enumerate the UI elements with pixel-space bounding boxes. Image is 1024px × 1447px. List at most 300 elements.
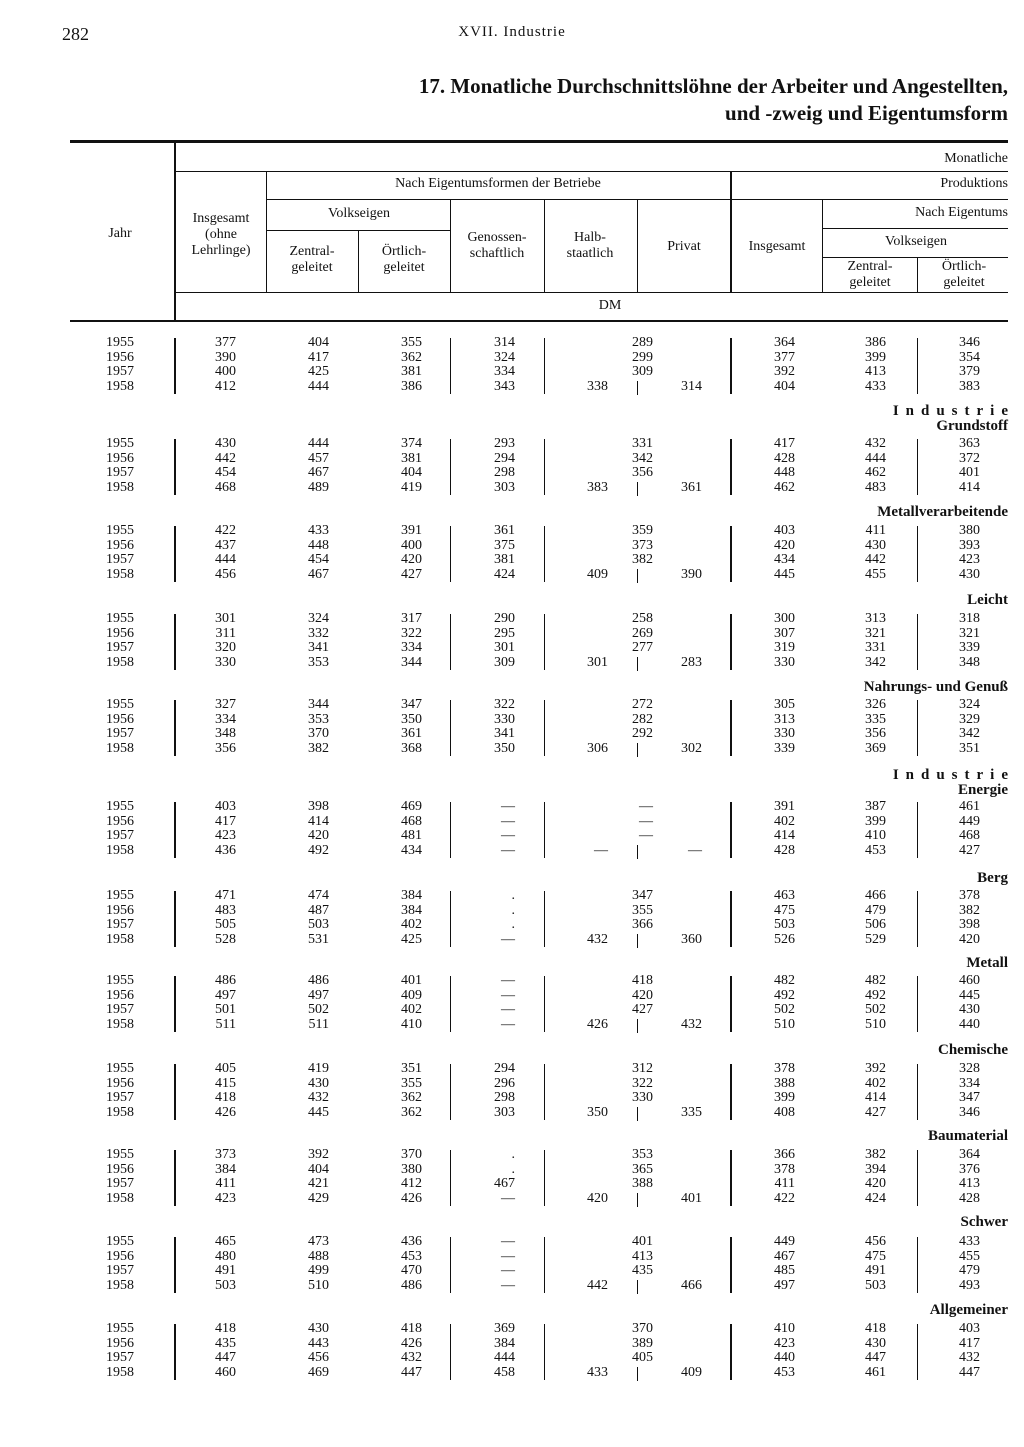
table-cell: 503: [308, 917, 329, 933]
table-cell: 339: [774, 740, 795, 756]
table-cell: 378: [774, 1061, 795, 1076]
table-cell: 430: [215, 436, 236, 451]
table-cell: 376: [959, 1161, 980, 1177]
table-cell: 370: [632, 1321, 653, 1336]
table-cell: —: [501, 931, 515, 947]
row-year: 1955: [106, 335, 134, 350]
table-cell: 528: [215, 931, 236, 947]
table-cell: 356: [632, 465, 653, 481]
table-cell: 427: [401, 566, 422, 582]
table-cell: 373: [632, 537, 653, 553]
table-cell: 351: [401, 1061, 422, 1076]
header-volkseigen: Volkseigen: [328, 206, 390, 221]
rule-zentral2-oertlich2: [917, 257, 918, 292]
row-year: 1955: [106, 436, 134, 451]
header-oertlichgeleitet-2: Örtlich-geleitet: [941, 259, 987, 290]
table-cell: 296: [494, 1075, 515, 1091]
table-cell: 505: [215, 917, 236, 933]
table-cell: 492: [865, 987, 886, 1003]
table-cell: 417: [774, 436, 795, 451]
table-cell: 447: [959, 1364, 980, 1380]
table-cell: 364: [959, 1147, 980, 1162]
table-cell: —: [501, 1002, 515, 1018]
table-cell: 362: [401, 349, 422, 365]
table-cell: 461: [865, 1364, 886, 1380]
table-cell: —: [639, 799, 653, 814]
table-cell: 468: [401, 813, 422, 829]
table-cell: 432: [865, 436, 886, 451]
table-cell: 324: [494, 349, 515, 365]
section-label: Industrie: [892, 403, 1015, 419]
table-cell: 483: [215, 902, 236, 918]
table-cell: 453: [774, 1364, 795, 1380]
table-cell: 335: [865, 711, 886, 727]
table-cell: 474: [308, 888, 329, 903]
table-cell: 458: [494, 1364, 515, 1380]
table-cell: 326: [865, 697, 886, 712]
table-cell: 454: [215, 465, 236, 481]
table-cell: 430: [865, 1335, 886, 1351]
header-zentralgeleitet: Zentral-geleitet: [289, 244, 335, 275]
row-year: 1955: [106, 1234, 134, 1249]
block-rule: [730, 526, 732, 582]
row-year: 1955: [106, 1321, 134, 1336]
table-cell: 456: [308, 1350, 329, 1366]
row-year: 1957: [106, 917, 134, 933]
table-cell: 404: [308, 1161, 329, 1177]
table-cell: 390: [215, 349, 236, 365]
section-sublabel: Grundstoff: [936, 418, 1008, 434]
header-zentralgeleitet-2: Zentral-geleitet: [847, 259, 893, 290]
table-cell: 329: [959, 711, 980, 727]
table-cell: .: [511, 1147, 515, 1162]
table-cell: 384: [401, 888, 422, 903]
table-cell: 394: [865, 1161, 886, 1177]
table-cell: 342: [959, 726, 980, 742]
table-cell: 418: [401, 1321, 422, 1336]
table-cell: 350: [401, 711, 422, 727]
section-sublabel: Energie: [958, 782, 1008, 798]
section-label: Metallverarbeitende: [877, 504, 1008, 520]
split-rule: [637, 381, 638, 395]
table-cell: 301: [494, 640, 515, 656]
table-cell: 457: [308, 450, 329, 466]
table-cell: 320: [215, 640, 236, 656]
block-rule: [450, 976, 451, 1032]
row-year: 1958: [106, 479, 134, 495]
table-cell: 435: [632, 1263, 653, 1279]
chapter-title: XVII. Industrie: [458, 24, 566, 40]
row-year: 1958: [106, 842, 134, 858]
split-rule: [637, 482, 638, 496]
block-rule: [450, 338, 451, 394]
table-cell: 381: [494, 552, 515, 568]
block-rule: [730, 614, 732, 670]
section-label: Baumaterial: [928, 1128, 1008, 1144]
table-cell: 398: [308, 799, 329, 814]
block-rule: [544, 1324, 545, 1380]
table-cell: 531: [308, 931, 329, 947]
table-cell: 331: [865, 640, 886, 656]
table-cell: 430: [959, 566, 980, 582]
table-cell: 413: [959, 1176, 980, 1192]
table-cell: 418: [865, 1321, 886, 1336]
table-cell: 294: [494, 450, 515, 466]
row-year: 1955: [106, 611, 134, 626]
block-rule: [730, 891, 732, 947]
table-cell: 455: [959, 1248, 980, 1264]
table-cell: 392: [774, 364, 795, 380]
table-cell: 351: [959, 740, 980, 756]
table-cell: 449: [774, 1234, 795, 1249]
table-cell: 303: [494, 479, 515, 495]
section-label: Chemische: [938, 1042, 1008, 1058]
split-rule: [637, 743, 638, 757]
table-cell: 382: [308, 740, 329, 756]
block-rule: [450, 1324, 451, 1380]
table-cell: 409: [401, 987, 422, 1003]
table-title-line-1: 17. Monatliche Durchschnittslöhne der Arbeiter und Angestellten,: [418, 74, 1008, 98]
rule-produktions: [732, 199, 1008, 200]
table-cell: 444: [865, 450, 886, 466]
table-cell: 487: [308, 902, 329, 918]
row-year: 1958: [106, 1104, 134, 1120]
block-rule: [730, 1150, 732, 1206]
header-volkseigen-2: Volkseigen: [885, 234, 947, 249]
table-cell: 426: [587, 1016, 608, 1032]
table-cell: 462: [865, 465, 886, 481]
table-cell: 480: [215, 1248, 236, 1264]
table-cell: 382: [632, 552, 653, 568]
header-privat: Privat: [667, 239, 701, 254]
table-cell: 467: [308, 465, 329, 481]
table-cell: 430: [308, 1321, 329, 1336]
table-cell: 356: [865, 726, 886, 742]
table-cell: 298: [494, 465, 515, 481]
table-cell: 492: [308, 842, 329, 858]
table-cell: 420: [865, 1176, 886, 1192]
table-cell: 330: [494, 711, 515, 727]
table-cell: 331: [632, 436, 653, 451]
block-rule: [544, 1237, 545, 1293]
rule-eigentumsformen-right: [730, 171, 732, 292]
table-cell: 526: [774, 931, 795, 947]
table-cell: .: [511, 917, 515, 933]
table-cell: 386: [865, 335, 886, 350]
table-cell: 511: [215, 1016, 236, 1032]
table-cell: 302: [681, 740, 702, 756]
table-cell: 307: [774, 625, 795, 641]
page-number: 282: [62, 24, 89, 44]
table-cell: 426: [401, 1190, 422, 1206]
stub-rule: [174, 143, 176, 320]
block-rule: [544, 1150, 545, 1206]
table-cell: 413: [632, 1248, 653, 1264]
table-cell: 353: [308, 654, 329, 670]
table-cell: 392: [865, 1061, 886, 1076]
table-cell: 423: [215, 828, 236, 844]
table-cell: 383: [587, 479, 608, 495]
table-cell: 312: [632, 1061, 653, 1076]
table-cell: 467: [774, 1248, 795, 1264]
table-cell: 497: [215, 987, 236, 1003]
table-cell: 418: [215, 1321, 236, 1336]
table-cell: 387: [865, 799, 886, 814]
table-cell: 334: [215, 711, 236, 727]
row-year: 1958: [106, 1277, 134, 1293]
table-cell: 384: [401, 902, 422, 918]
table-cell: 432: [308, 1090, 329, 1106]
block-rule: [917, 526, 918, 582]
table-cell: 429: [308, 1190, 329, 1206]
table-cell: —: [501, 1190, 515, 1206]
table-cell: 419: [401, 479, 422, 495]
rule-volkseigen2: [823, 257, 1008, 258]
table-cell: 392: [308, 1147, 329, 1162]
table-cell: 382: [959, 902, 980, 918]
table-cell: 414: [308, 813, 329, 829]
table-cell: 501: [215, 1002, 236, 1018]
table-cell: 426: [215, 1104, 236, 1120]
table-cell: 306: [587, 740, 608, 756]
rule-halb-right: [637, 200, 638, 292]
table-cell: 425: [308, 364, 329, 380]
table-cell: 475: [774, 902, 795, 918]
table-cell: 272: [632, 697, 653, 712]
table-cell: 277: [632, 640, 653, 656]
table-cell: —: [501, 799, 515, 814]
table-cell: 383: [959, 378, 980, 394]
split-rule: [637, 569, 638, 583]
row-year: 1957: [106, 1090, 134, 1106]
table-cell: 445: [308, 1104, 329, 1120]
split-rule: [637, 1019, 638, 1033]
table-cell: 414: [959, 479, 980, 495]
table-cell: 283: [681, 654, 702, 670]
table-cell: 334: [401, 640, 422, 656]
table-cell: 420: [587, 1190, 608, 1206]
table-cell: 428: [959, 1190, 980, 1206]
block-rule: [730, 1064, 732, 1120]
table-cell: 327: [215, 697, 236, 712]
table-cell: 423: [959, 552, 980, 568]
table-cell: 433: [865, 378, 886, 394]
table-cell: 421: [308, 1176, 329, 1192]
table-cell: —: [501, 987, 515, 1003]
table-cell: 381: [401, 364, 422, 380]
table-cell: 402: [774, 813, 795, 829]
row-year: 1958: [106, 1190, 134, 1206]
row-year: 1955: [106, 888, 134, 903]
block-rule: [544, 891, 545, 947]
table-cell: 282: [632, 711, 653, 727]
section-label: Berg: [977, 870, 1008, 886]
block-rule: [917, 1064, 918, 1120]
rule-unit: [176, 292, 1008, 293]
section-label: Allgemeiner: [929, 1302, 1008, 1318]
row-year: 1957: [106, 1350, 134, 1366]
table-cell: —: [501, 1016, 515, 1032]
table-cell: 479: [865, 902, 886, 918]
table-cell: 344: [401, 654, 422, 670]
table-cell: 299: [632, 349, 653, 365]
table-cell: 426: [401, 1335, 422, 1351]
table-cell: 442: [587, 1277, 608, 1293]
row-year: 1957: [106, 364, 134, 380]
row-year: 1958: [106, 740, 134, 756]
split-rule: [637, 1193, 638, 1207]
table-cell: 380: [959, 523, 980, 538]
table-cell: 424: [865, 1190, 886, 1206]
table-cell: 511: [308, 1016, 329, 1032]
table-cell: 330: [774, 654, 795, 670]
table-cell: 436: [401, 1234, 422, 1249]
table-cell: 430: [308, 1075, 329, 1091]
table-cell: 482: [774, 973, 795, 988]
table-cell: —: [639, 828, 653, 844]
table-cell: 463: [774, 888, 795, 903]
table-cell: 269: [632, 625, 653, 641]
table-cell: 379: [959, 364, 980, 380]
block-rule: [917, 614, 918, 670]
table-cell: 410: [401, 1016, 422, 1032]
block-rule: [917, 976, 918, 1032]
table-cell: 361: [681, 479, 702, 495]
table-cell: 434: [401, 842, 422, 858]
table-cell: 324: [308, 611, 329, 626]
table-cell: 413: [865, 364, 886, 380]
table-cell: 386: [401, 378, 422, 394]
table-cell: 461: [959, 799, 980, 814]
table-cell: 465: [215, 1234, 236, 1249]
table-cell: 330: [632, 1090, 653, 1106]
table-cell: 460: [215, 1364, 236, 1380]
table-cell: 401: [401, 973, 422, 988]
table-cell: 468: [959, 828, 980, 844]
table-cell: 328: [959, 1061, 980, 1076]
rule-volkseigen-right: [450, 200, 451, 292]
table-cell: —: [688, 842, 702, 858]
table-cell: 442: [215, 450, 236, 466]
table-cell: 324: [959, 697, 980, 712]
table-cell: 289: [632, 335, 653, 350]
row-year: 1958: [106, 566, 134, 582]
table-cell: 486: [401, 1277, 422, 1293]
table-cell: —: [594, 842, 608, 858]
table-cell: 335: [681, 1104, 702, 1120]
row-year: 1955: [106, 973, 134, 988]
table-cell: 440: [774, 1350, 795, 1366]
row-year: 1955: [106, 697, 134, 712]
table-cell: —: [501, 1234, 515, 1249]
table-cell: 370: [401, 1147, 422, 1162]
table-cell: 380: [401, 1161, 422, 1177]
row-year: 1957: [106, 465, 134, 481]
header-insgesamt-ohne: Insgesamt (ohne Lehrlinge): [191, 211, 251, 258]
table-cell: 466: [865, 888, 886, 903]
block-rule: [917, 338, 918, 394]
table-cell: 486: [215, 973, 236, 988]
table-cell: 300: [774, 611, 795, 626]
row-year: 1956: [106, 349, 134, 365]
block-rule: [730, 1237, 732, 1293]
block-rule: [450, 1064, 451, 1120]
table-cell: 342: [632, 450, 653, 466]
table-cell: 355: [632, 902, 653, 918]
table-cell: 425: [401, 931, 422, 947]
table-cell: 454: [308, 552, 329, 568]
table-cell: 411: [774, 1176, 795, 1192]
table-cell: 412: [401, 1176, 422, 1192]
table-cell: 309: [632, 364, 653, 380]
table-cell: 475: [865, 1248, 886, 1264]
block-rule: [544, 976, 545, 1032]
table-cell: —: [501, 973, 515, 988]
row-year: 1956: [106, 711, 134, 727]
table-cell: 497: [774, 1277, 795, 1293]
table-cell: 314: [494, 335, 515, 350]
table-cell: 292: [632, 726, 653, 742]
row-year: 1958: [106, 1364, 134, 1380]
table-cell: 417: [215, 813, 236, 829]
table-cell: —: [501, 1263, 515, 1279]
rule-insgesamt-right: [266, 171, 267, 292]
table-cell: 444: [215, 552, 236, 568]
block-rule: [544, 614, 545, 670]
table-cell: 404: [308, 335, 329, 350]
table-cell: 391: [774, 799, 795, 814]
table-cell: 294: [494, 1061, 515, 1076]
top-rule: [70, 140, 1008, 143]
table-cell: 420: [959, 931, 980, 947]
table-cell: 390: [681, 566, 702, 582]
rule-genossen-right: [544, 200, 545, 292]
table-cell: 346: [959, 1104, 980, 1120]
table-cell: 314: [681, 378, 702, 394]
table-cell: 330: [215, 654, 236, 670]
table-cell: 361: [494, 523, 515, 538]
table-cell: 410: [865, 828, 886, 844]
table-cell: 420: [632, 987, 653, 1003]
table-cell: 448: [308, 537, 329, 553]
table-cell: 344: [308, 697, 329, 712]
row-year: 1956: [106, 1248, 134, 1264]
table-cell: 432: [587, 931, 608, 947]
block-rule: [730, 802, 732, 858]
table-cell: 444: [308, 436, 329, 451]
table-cell: .: [511, 902, 515, 918]
table-cell: 445: [774, 566, 795, 582]
table-cell: 503: [215, 1277, 236, 1293]
table-cell: 424: [494, 566, 515, 582]
table-cell: 492: [774, 987, 795, 1003]
table-cell: 408: [774, 1104, 795, 1120]
rule-eigentumsformen: [267, 199, 730, 200]
table-cell: 432: [401, 1350, 422, 1366]
table-cell: 362: [401, 1090, 422, 1106]
table-cell: 375: [494, 537, 515, 553]
table-cell: 374: [401, 436, 422, 451]
table-cell: 437: [215, 537, 236, 553]
table-cell: 341: [308, 640, 329, 656]
table-cell: 366: [632, 917, 653, 933]
table-cell: 414: [865, 1090, 886, 1106]
table-cell: 373: [215, 1147, 236, 1162]
table-cell: 430: [865, 537, 886, 553]
row-year: 1958: [106, 1016, 134, 1032]
table-cell: 322: [401, 625, 422, 641]
table-cell: 455: [865, 566, 886, 582]
